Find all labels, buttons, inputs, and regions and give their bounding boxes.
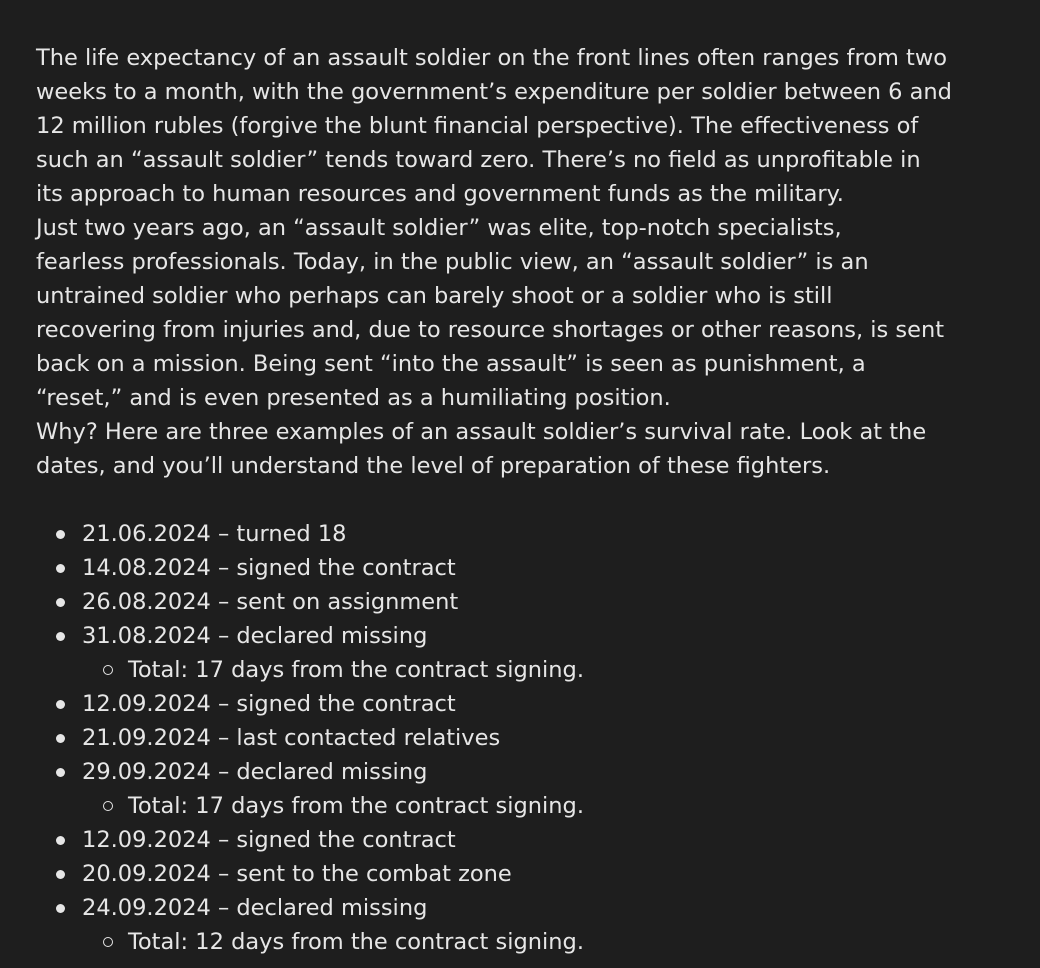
- paragraph-line: Just two years ago, an “assault soldier” was elite, top-notch specialists,: [36, 215, 842, 241]
- list-item: 24.09.2024 – declared missing: [36, 891, 1026, 925]
- timeline-list: [36, 517, 1026, 959]
- paragraph-line: dates, and you’ll understand the level of preparation of these fighters.: [36, 453, 831, 479]
- paragraph-line: fearless professionals. Today, in the public view, an “assault soldier” is an: [36, 249, 869, 275]
- paragraph-spacer: [36, 483, 1026, 517]
- list-item: 21.06.2024 – turned 18: [36, 517, 1026, 551]
- paragraph-line: The life expectancy of an assault soldier on the front lines often ranges from two: [36, 45, 948, 71]
- sub-list-item: Total: 12 days from the contract signing.: [36, 925, 1026, 959]
- paragraph-line: “reset,” and is even presented as a humiliating position.: [36, 385, 671, 411]
- paragraph-line: recovering from injuries and, due to resource shortages or other reasons, is sent: [36, 317, 945, 343]
- paragraph-line: untrained soldier who perhaps can barely shoot or a soldier who is still: [36, 283, 833, 309]
- list-item: 14.08.2024 – signed the contract: [36, 551, 1026, 585]
- list-item: 29.09.2024 – declared missing: [36, 755, 1026, 789]
- list-item: 31.08.2024 – declared missing: [36, 619, 1026, 653]
- sub-list-item: Total: 17 days from the contract signing.: [36, 653, 1026, 687]
- list-item: 20.09.2024 – sent to the combat zone: [36, 857, 1026, 891]
- paragraph-line: Why? Here are three examples of an assault soldier’s survival rate. Look at the: [36, 419, 927, 445]
- paragraph-line: weeks to a month, with the government’s expenditure per soldier between 6 and: [36, 79, 952, 105]
- list-item: 12.09.2024 – signed the contract: [36, 687, 1026, 721]
- paragraph-line: its approach to human resources and government funds as the military.: [36, 181, 844, 207]
- list-item: 26.08.2024 – sent on assignment: [36, 585, 1026, 619]
- intro-paragraph: [36, 41, 1026, 483]
- list-item: 21.09.2024 – last contacted relatives: [36, 721, 1026, 755]
- paragraph-line: back on a mission. Being sent “into the assault” is seen as punishment, a: [36, 351, 866, 377]
- document-body: [36, 41, 1026, 959]
- paragraph-line: 12 million rubles (forgive the blunt financial perspective). The effectiveness of: [36, 113, 919, 139]
- sub-list-item: Total: 17 days from the contract signing.: [36, 789, 1026, 823]
- paragraph-line: such an “assault soldier” tends toward zero. There’s no field as unprofitable in: [36, 147, 921, 173]
- list-item: 12.09.2024 – signed the contract: [36, 823, 1026, 857]
